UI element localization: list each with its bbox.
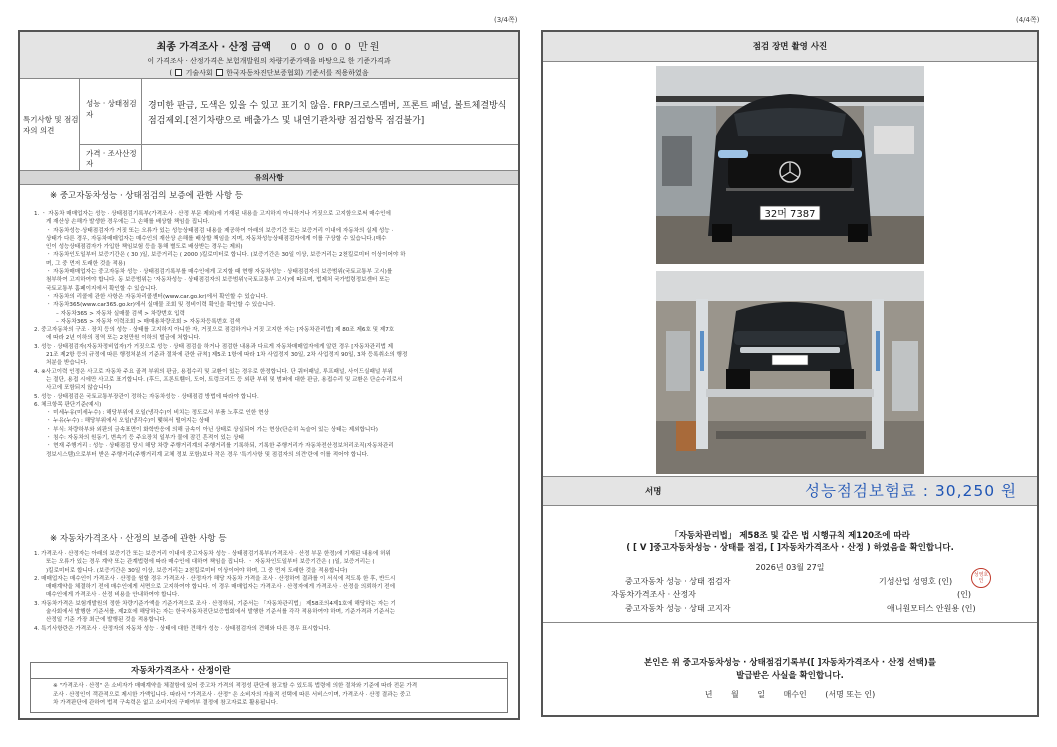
notice-line: 6. 체크항목 판단기준(예시) (34, 401, 102, 408)
final-price-title (20, 38, 518, 53)
warranty-section-title: ※ 중고자동차성능 · 상태점검의 보증에 관한 사항 등 (50, 191, 243, 201)
notice-line: 술사회에서 발행한 기준서를, 제2호에 해당하는 자는 한국자동차진단보증협회에서 발행한 기준서를 각각 적용하여야 하며, 기준가격과 기준서는 (46, 609, 396, 616)
document-page-4 (541, 30, 1039, 717)
price-warranty-section-title: ※ 자동차가격조사 · 산정의 보증에 관한 사항 등 (50, 534, 227, 544)
notice-line: ㆍ 침수: 자동차의 원동기, 변속기 등 주요장치 일부가 물에 잠긴 흔적이 있는 상태 (46, 435, 244, 442)
notice-line: – 자동차365 > 자동차 이력조회 > 매매용차량조회 > 자동차등록번호 검색 (56, 318, 241, 325)
appraiser-signature: (인) (957, 590, 971, 599)
notice-line: )킬로미터로 합니다. (보증기간은 30일 이상, 보증거리는 2천킬로미터 이상이어야 하며, 그 중 먼저 도래한 것을 적용합니다) (46, 567, 348, 574)
year-field[interactable]: 년 (704, 690, 713, 699)
checkbox-diagnosis-association[interactable] (216, 69, 223, 76)
warranty-section-text (34, 210, 510, 459)
inspector-label: 성능 · 상태점검자 (80, 79, 142, 145)
notice-line: 2. 중고자동차의 구조 · 장치 등의 성능 · 상태를 고지하지 아니한 자, 거짓으로 점검하거나 거짓 고지한 자는 [자동차관리법] 제 80조 제6호 및 제7호 (34, 327, 395, 334)
notice-heading: 유의사항 (20, 171, 518, 185)
notice-line: ㆍ 자동차성능·상태점검자가 거짓 또는 오류가 있는 성능상태점검 내용을 제공하여 아래의 보증기간 또는 보증거리 이내에 자동차의 실제 성능 · (46, 227, 394, 234)
appraiser-label: 가격 · 조사산정자 (80, 145, 142, 171)
month-field[interactable]: 월 (731, 690, 739, 699)
document-page-3 (18, 30, 520, 720)
notice-line: ㆍ 부식: 차량하부와 외판의 금속표면이 화학반응에 의해 금속이 아닌 상태로 상실되어 가는 현상(단순히 녹슬어 있는 상태는 제외합니다) (46, 426, 378, 433)
final-price-standard: ( 기술사회 한국자동차진단보증협회) 기준서를 적용하였음 (169, 69, 369, 77)
buyer-signature-field[interactable]: (서명 또는 인) (825, 690, 876, 699)
photo-section-title: 점검 장면 촬영 사진 (543, 32, 1037, 62)
remarks-section (20, 79, 518, 171)
notice-line: 처분을 받습니다. (46, 360, 88, 367)
remarks-label: 특기사항 및 점검자의 의견 (20, 79, 80, 171)
notice-line: ㆍ 자동차의 리콜에 관한 사항은 자동차리콜센터(www.car.go.kr)에서 확인할 수 있습니다. (46, 293, 268, 300)
notice-line: 매수인에게 가격조사 · 산정 비용을 안내하여야 합니다. (46, 592, 180, 599)
notice-line: ㆍ 미세누유(미세누수) : 해당부위에 오일(냉각수)이 비치는 정도로서 부품 노후로 인한 현상 (46, 410, 269, 417)
notice-line: 게 재산상 손해가 발생한 경우에는 그 손해를 배상할 책임을 집니다. (46, 219, 210, 226)
day-field[interactable]: 일 (757, 690, 766, 699)
notice-line: 국토교통부 홈페이지에서 확인할 수 있습니다. (46, 285, 158, 292)
inspector-role: 중고자동차 성능 · 상태 점검자 (625, 577, 731, 586)
notice-line: ㆍ 누유(누수) : 해당부위에서 오일(냉각수)이 맺혀서 떨어지는 상태 (46, 418, 210, 425)
final-price-section (20, 32, 518, 79)
inspector-signature: 기성산업 성영호 (인) (879, 577, 953, 586)
confirmation-statement: 「자동차관리법」 제58조 및 같은 법 시행규칙 제120조에 따라 ( [ V ]중고자동차성능 · 상태를 점검, [ ]자동차가격조사 · 산정 ) 하였음을 확인합니다. (626, 531, 954, 553)
notice-line: 3. 자동차가격은 보험개발원의 정한 차량기준가액을 기준가격으로 조사 · 산정하되, 기준서는 「자동차관리법」 제58조의4제1호에 해당하는 자는 기 (34, 600, 396, 607)
notice-line: 또는 오류가 있는 경우 계약 또는 관계법령에 따라 매수인에 대하여 책임을 집니다. ㆍ 자동차인도일부터 보증기간은 ( )일, 보증거리는 ( (46, 559, 375, 566)
notice-line: 인이 성능상태점검자가 가입한 책임보험 등을 통해 별도로 배상받는 경우는 제외) (46, 244, 243, 251)
license-plate: 32머 7387 (764, 209, 816, 220)
price-definition-box (30, 662, 508, 713)
final-price-label: 최종 가격조사 · 산정 금액 (156, 42, 271, 53)
notice-line: 는 절단, 용접 시에만 사고로 표기합니다. (후드, 프론트휀더, 도어, 트렁크리드 등 외판 부위 및 범퍼에 대한 판금, 용접수리 및 교환은 단순수리로서 (46, 376, 403, 383)
checkbox-technical-society[interactable] (175, 69, 182, 76)
notice-line: 2. 매매업자는 매수인이 가격조사 · 산정을 원할 경우 가격조사 · 산정자가 해당 자동차 가격을 조사 · 산정하여 결과를 이 서식에 적도록 한 후, 반드시 (34, 575, 396, 582)
inspection-date: 2026년 03월 27일 (755, 563, 825, 572)
notice-line: 21조 제2항 등의 규정에 따른 행정처분의 기준과 절차에 관한 규칙] 제5조 1항에 따라 1차 사업정지 30일, 2차 사업정지 90일, 3차 등록취소의 행정 (46, 352, 408, 359)
notifier-signature: 애니원모터스 안원용 (인) (887, 604, 976, 613)
buyer-confirmation: 본인은 위 중고자동차성능 · 상태점검기록부([ ]자동차가격조사 · 산정 선택)를 발급받은 사실을 확인합니다. (643, 658, 936, 681)
notice-line: ㆍ 현재 주행거리 : 성능 · 상태점검 당시 해당 차량 주행거리계의 주행거리를 기록하되, 기록한 주행거리가 자동차전산정보처리조직(자동차관리 (46, 443, 394, 450)
notice-line: 사고에 포함되지 않습니다) (46, 385, 112, 392)
notice-line: 5. 성능 · 상태점검은 국토교통부장관이 정하는 자동차성능 · 상태점검 방법에 따라야 합니다. (34, 393, 259, 400)
notice-line: 1. 가격조사 · 산정자는 아래의 보증기간 또는 보증거리 이내에 중고자동차 성능 · 상태점검기록부(가격조사 · 산정 부문 한정)에 기재된 내용에 허위 (34, 551, 391, 557)
price-definition-title: 자동차가격조사 · 산정이란 (31, 663, 507, 679)
notice-line: – 자동차365 > 자동차 실매물 검색 > 차량번호 입력 (56, 310, 185, 317)
notice-line: ㆍ 자동차365(www.car365.go.kr)에서 실매물 조회 및 정비이력 확인을 확인할 수 있습니다. (46, 302, 276, 309)
signature-label: 서명 (645, 487, 662, 497)
section-divider (543, 622, 1037, 623)
notice-line: 며, 그 중 먼저 도래한 것을 적용) (46, 260, 126, 267)
page-number-right: (4/4쪽) (1016, 16, 1040, 24)
inspection-photo-rear-lift (656, 271, 924, 474)
final-price-note: 이 가격조사 · 산정가격은 보험개발원의 차량기준가액을 바탕으로 한 기준가격과 (147, 57, 391, 65)
notice-line: 4. ※사고이력 인정은 사고로 자동차 주요 골격 부위의 판금, 용접수리 및 교환이 있는 경우로 한정합니다. 단 쿼터패널, 루프패널, 사이드실패널 부위 (34, 368, 393, 375)
notice-line: 상태가 다른 경우, 자동차매매업자는 매수인의 재산상 손해를 배상할 책임을 지며, 자동차성능상태점검자에게 이를 구상할 수 있습니다.(매수 (46, 235, 387, 242)
red-seal-stamp: 성영호인 (971, 568, 991, 588)
notice-line: 매매계약을 체결하기 전에 매수인에게 서면으로 고지하여야 합니다. 이 경우 매매업자는 가격조사 · 산정자에게 가격조사 · 산정을 의뢰하기 전에 (46, 584, 395, 591)
notice-line: 정보시스템)으로부터 받은 주행거리(주행거리계 교체 정보 포함)보다 작은 경우 '특기사항 및 점검자의 의견'란에 이를 적어야 합니다. (46, 451, 369, 458)
price-definition-text: ※ "가격조사 · 산정" 은 소비자가 매매계약을 체결함에 있어 중고차 가격의 적정성 판단에 참고할 수 있도록 법령에 의한 절차와 기준에 따라 전문 가격 조사 · 산정인이 객관적으로 제시한 가액입니다. 따라서 "가격조사 · 산정" 은 소비자의 자율적 선택에 따른 서비스이며, 가격조사 · 산정 결과는 중고 차 가격판단에 관하여 법적 구속력은 없고 소비자의 구매여부 결정에 참고자료로 활용됩니다. (53, 683, 418, 707)
signature-row (543, 476, 1037, 506)
notice-line: 1. ㆍ 자동차 매매업자는 성능 · 상태점검기록부(가격조사 · 산정 부문 제외)에 기재된 내용을 고지하지 아니하거나 거짓으로 고지함으로써 매수인에 (34, 211, 391, 217)
notice-line: ㆍ 자동차인도일부터 보증기간은 ( 30 )일, 보증거리는 ( 2000 )킬로미터로 합니다. (보증기간은 30일 이상, 보증거리는 2천킬로미터 이상이어야 하 (46, 252, 406, 259)
buyer-sign-line (543, 689, 1037, 700)
notice-line: 3. 성능 · 상태점검자(자동차정비업자)가 거짓으로 성능 · 상태 점검을 하거나 점검한 내용과 다르게 자동차매매업자에게 알린 경우 [자동차관리법 제 (34, 343, 394, 350)
appraiser-role: 자동차가격조사 · 산정자 (611, 590, 696, 599)
notice-line: 산정일 기준 가장 최근에 발행된 것을 적용합니다. (46, 617, 167, 624)
price-warranty-section-text (34, 550, 510, 633)
final-price-amount: 0 0 0 0 0 만원 (290, 42, 382, 53)
notifier-role: 중고자동차 성능 · 상태 고지자 (625, 604, 731, 613)
notice-line: 4. 특기사항란은 가격조사 · 산정자의 자동차 성능 · 상태에 대한 견해가 성능 · 상태점검자의 견해와 다른 경우 표시합니다. (34, 625, 331, 632)
inspector-remarks: 경미한 판금, 도색은 있을 수 있고 표기치 않음. FRP/크로스멤버, 프론트 패널, 볼트체결방식 점검제외.[전기차량으로 배출가스 및 내연기관차량 점검항목 점검불가] (142, 79, 518, 145)
buyer-label: 매수인 (783, 690, 807, 699)
notice-line: ㆍ 자동차매매업자는 중고자동차 성능 · 상태점검기록부를 매수인에게 고지할 때 현행 자동차성능 · 상태점검자의 보증범위(국토교통부 고시)를 (46, 269, 393, 276)
insurance-fee: 성능점검보험료 : 30,250 원 (804, 482, 1017, 500)
notice-line: 에 따라 2년 이하의 징역 또는 2천만원 이하의 벌금에 처합니다. (46, 335, 201, 342)
inspection-photo-front (656, 66, 924, 264)
notice-line: 첨부하여 고지하여야 합니다. 동 보증범위는 '자동차성능 · 상태점검자의 보증범위'(국토교통부 고시)에 따르며, 법제처 국가법령정보센터 또는 (46, 277, 390, 284)
page-number-left: (3/4쪽) (494, 16, 518, 24)
